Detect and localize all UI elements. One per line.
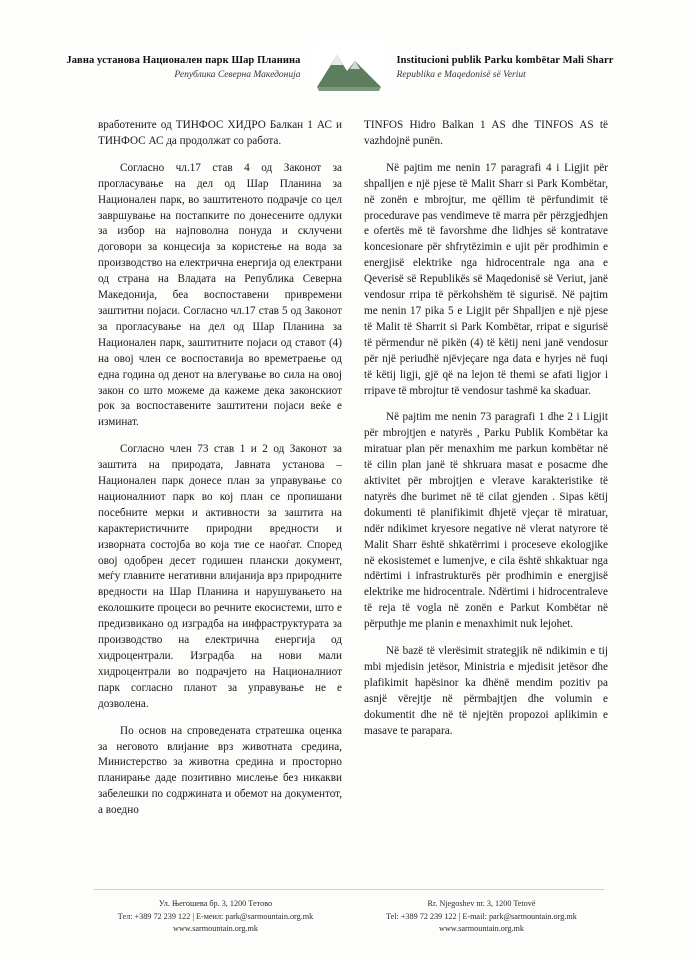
- column-albanian: [364, 118, 608, 830]
- paragraph: Në bazë të vlerësimit strategjik në ndikimin e tij mbi mjedisin jetësor, Ministria e mjedisit jetësor dhe plafikimit hapësinor ka dhënë mendim pozitiv pa asnjë vërejtje në përmbajtjen dhe volumin e dokumentit dhe në të njejtën propozoi aplikimin e masave te parapara.: [364, 645, 608, 737]
- organization-left-subtitle: Република Северна Македонија: [174, 70, 301, 81]
- organization-right-title: Institucioni publik Parku kombëtar Mali Sharr: [396, 55, 614, 67]
- footer-address: Rr. Njegoshev nr. 3, 1200 Tetovë: [427, 898, 536, 908]
- paragraph: вработените од ТИНФОС ХИДРО Балкан 1 АС и ТИНФОС АС да продолжат со работа.: [98, 119, 342, 147]
- footer-right: [360, 898, 604, 936]
- footer-contact: Тел: +389 72 239 122 | Е-меил: park@sarmountain.org.mk: [117, 911, 314, 921]
- footer-website[interactable]: www.sarmountain.org.mk: [438, 924, 525, 934]
- footer-left: [94, 898, 338, 936]
- paragraph: По основ на спроведената стратешка оценка за неговото влијание врз животната средина, Министерство за животна средина и просторно планирање даде позитивно мислење без никакви забелешки по содржината и обемот на документот, а воедно: [98, 724, 342, 817]
- paragraph: Согласно член 73 став 1 и 2 од Законот за заштита на природата, Јавната установа – Национален парк донесе план за управување со националниот парк во кој план се пропишани посебните мерки и активности за заштита на карактеристичните природни вредности и изворната состојба во која тие се наоѓат. Според овој одобрен десет годишен плански документ, меѓу главните негативни влијанија врз природните вредности на Шар Планина и нарушувањето на еколошките процеси во речните екосистеми, што е предизвикано од изградба на инфраструктурата за производство на електрична енергија од хидроцентрали. Изградба на нови мали хидроцентрали во подрачјето на Националниот парк согласно планот за управување не е дозволена.: [98, 443, 342, 710]
- footer-divider: [94, 889, 604, 890]
- paragraph: TINFOS Hidro Balkan 1 AS dhe TINFOS AS të vazhdojnë punën.: [364, 119, 608, 147]
- document-header: [0, 38, 697, 98]
- paragraph: Në pajtim me nenin 73 paragrafi 1 dhe 2 i Ligjit për mbrojtjen e natyrës , Parku Publik Kombëtar ka miratuar plan për menaxhim me parkun kombëtar në të cilin plan janë të shkruara masat e posacme dhe aktivitet për mbrojtjen e vlerave karakteristike të natyrës dhe burimet në të cilat gjenden . Sipas këtij dokumenti të planifikimit dhjetë vjeçar të miratuar, ndër ndikimet kryesore negative në vlerat natyrore të Malit Sharr është shkatërrimi i proceseve ekologjike në ekosistemet e lumenjve, e cila është shkaktuar nga ndërtimi i infrastrukturës për prodhimin e energjisë elektrike me hidrocentrale. Ndërtimi i hidrocentraleve të reja të vogla në zonën e Parkut Kombëtar në përputhje me planin e menaxhimit nuk lejohet.: [364, 411, 608, 631]
- footer-contact: Tel: +389 72 239 122 | E-mail: park@sarmountain.org.mk: [386, 911, 577, 921]
- mountain-logo-icon: [313, 41, 385, 95]
- paragraph: Në pajtim me nenin 17 paragrafi 4 i Ligjit për shpalljen e një pjese të Malit Sharr si Park Kombëtar, në zonën e mbrojtur, me qëllim të përfundimit të procedurave pas vendimeve të marra për përzgjedhjen e ofertës më të favorshme dhe lidhjes së kontratave koncesionare për shfrytëzimin e ujit për prodhimin e energjisë elektrike nga hidrocentrale nga ana e Qeverisë së Republikës së Maqedonisë së Veriut, janë vendosur rripa të përkohshëm të sigurisë. Në pajtim me nenin 17 pika 5 e Ligjit për Shpalljen e një pjese të Malit të Sharrit si Park Kombëtar, rripat e sigurisë të përmendur në pikën (4) të këtij neni janë vendosur për një periudhë njëvjeçare nga data e hyrjes në fuqi të këtij ligji, gjë që na lejon të themi se afati ligjor i rripave të mbrojtur të vendosur tashmë ka skaduar.: [364, 161, 608, 397]
- document-footer: [0, 889, 697, 936]
- footer-address: Ул. Његошева бр. 3, 1200 Тетово: [158, 898, 273, 908]
- paragraph: Согласно чл.17 став 4 од Законот за прогласување на дел од Шар Планина за Национален парк, во заштитеното подрачје со цел завршување на постапките по донесените одлуки за избор на најповолна понуда и склучени договори за концесија за користење на вода за производство на електрична енергија од електрани од страна на Владата на Република Северна Македонија, беа воспоставени привремени заштитни појаси. Согласно чл.17 став 5 од Законот за прогласување на дел од Шар Планина за Национален парк, заштитните појаси од ставот (4) на овој член се воспоставија во времетраење од една година од денот на влегување во сила на овој закон со што можеме да кажеме дека законскиот рок за воспоставените заштитени појаси веќе е изминат.: [98, 161, 342, 429]
- organization-right-subtitle: Republika e Maqedonisë së Veriut: [396, 70, 526, 81]
- column-macedonian: [98, 118, 342, 830]
- document-body: [98, 118, 608, 830]
- organization-left: [39, 54, 313, 81]
- footer-website[interactable]: www.sarmountain.org.mk: [172, 924, 259, 934]
- organization-left-title: Јавна установа Национален парк Шар Планина: [66, 55, 301, 67]
- organization-right: [385, 54, 659, 81]
